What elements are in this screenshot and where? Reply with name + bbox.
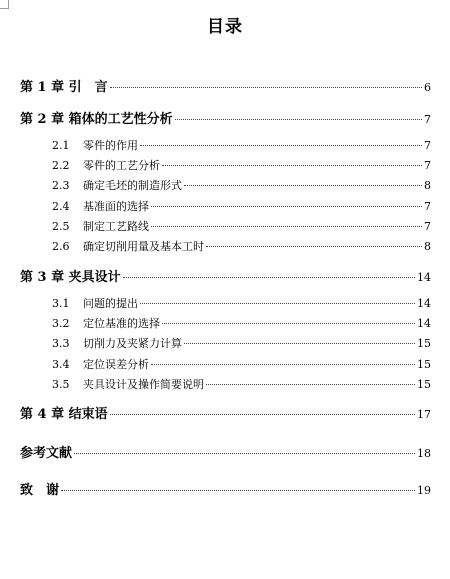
toc-entry-2-2[interactable] bbox=[20, 157, 431, 173]
toc-entry-label: 基准面的选择 bbox=[83, 200, 149, 213]
toc-entry-label: 夹具设计及操作简要说明 bbox=[83, 378, 204, 391]
toc-entry-label: 确定切削用量及基本工时 bbox=[83, 240, 204, 253]
toc-leader-dots bbox=[74, 453, 415, 454]
toc-entry-label: 切削力及夹紧力计算 bbox=[83, 337, 182, 350]
toc-entry-2-3[interactable] bbox=[20, 177, 431, 193]
toc-entry-3-2[interactable] bbox=[20, 315, 431, 331]
toc-entry-number: 3.1 bbox=[52, 297, 70, 310]
page-title: 目录 bbox=[207, 17, 243, 37]
toc-entry-number: 第 3 章 bbox=[20, 270, 65, 285]
toc-leader-dots bbox=[151, 226, 422, 227]
toc-entry-chapter-4[interactable] bbox=[20, 403, 431, 422]
toc-entry-chapter-2[interactable] bbox=[20, 108, 431, 127]
toc-entry-page: 14 bbox=[417, 297, 431, 310]
toc-entry-page: 15 bbox=[417, 378, 431, 391]
toc-entry-label: 箱体的工艺性分析 bbox=[68, 112, 173, 127]
toc-leader-dots bbox=[175, 119, 422, 120]
toc-entry-label: 定位基准的选择 bbox=[83, 317, 160, 330]
toc-entry-3-3[interactable] bbox=[20, 335, 431, 351]
toc-entry-page: 7 bbox=[424, 159, 431, 172]
toc-entry-label: 零件的工艺分析 bbox=[83, 159, 160, 172]
toc-entry-page: 14 bbox=[417, 271, 431, 284]
toc-entry-label: 结束语 bbox=[68, 407, 108, 422]
toc-leader-dots bbox=[206, 246, 422, 247]
toc-entry-label: 夹具设计 bbox=[68, 270, 121, 285]
toc-entry-label: 定位误差分析 bbox=[83, 358, 149, 371]
toc-leader-dots bbox=[123, 277, 415, 278]
toc-entry-number: 2.1 bbox=[52, 139, 70, 152]
toc-entry-page: 18 bbox=[417, 447, 431, 460]
toc-entry-number: 3.4 bbox=[52, 358, 70, 371]
toc-leader-dots bbox=[184, 185, 422, 186]
toc-entry-page: 7 bbox=[424, 200, 431, 213]
toc-entry-number: 2.5 bbox=[52, 220, 70, 233]
toc-entry-label: 制定工艺路线 bbox=[83, 220, 149, 233]
toc-entry-2-5[interactable] bbox=[20, 218, 431, 234]
toc-entry-3-1[interactable] bbox=[20, 295, 431, 311]
toc-leader-dots bbox=[206, 384, 415, 385]
toc-leader-dots bbox=[61, 490, 415, 491]
toc-leader-dots bbox=[162, 323, 415, 324]
toc-entry-page: 8 bbox=[424, 179, 431, 192]
toc-entry-acknowledgements[interactable] bbox=[20, 479, 431, 498]
toc-entry-page: 7 bbox=[424, 113, 431, 126]
toc-entry-label: 参考文献 bbox=[20, 446, 73, 461]
toc-leader-dots bbox=[110, 414, 415, 415]
toc-entry-number: 第 4 章 bbox=[20, 407, 65, 422]
toc-entry-3-5[interactable] bbox=[20, 376, 431, 392]
toc-entry-number: 第 2 章 bbox=[20, 112, 65, 127]
toc-leader-dots bbox=[110, 87, 422, 88]
toc-entry-3-4[interactable] bbox=[20, 356, 431, 372]
page-corner-mark bbox=[0, 0, 9, 9]
toc-entry-page: 7 bbox=[424, 139, 431, 152]
toc-entry-label: 致 谢 bbox=[20, 483, 60, 498]
toc-entry-page: 7 bbox=[424, 220, 431, 233]
toc-entry-number: 2.3 bbox=[52, 179, 70, 192]
toc-entry-page: 15 bbox=[417, 358, 431, 371]
toc-entry-number: 3.3 bbox=[52, 337, 70, 350]
toc-entry-chapter-1[interactable] bbox=[20, 76, 431, 95]
toc-entry-page: 6 bbox=[424, 81, 431, 94]
toc-leader-dots bbox=[151, 206, 422, 207]
toc-leader-dots bbox=[151, 364, 415, 365]
toc-entry-2-4[interactable] bbox=[20, 198, 431, 214]
toc-leader-dots bbox=[162, 165, 422, 166]
toc-leader-dots bbox=[140, 303, 415, 304]
toc-entry-label: 问题的提出 bbox=[83, 297, 138, 310]
toc-entry-number: 3.2 bbox=[52, 317, 70, 330]
toc-entry-label: 引 言 bbox=[68, 80, 108, 95]
toc-entry-page: 8 bbox=[424, 240, 431, 253]
toc-entry-2-6[interactable] bbox=[20, 238, 431, 254]
toc-entry-number: 第 1 章 bbox=[20, 80, 65, 95]
toc-leader-dots bbox=[184, 343, 415, 344]
toc-entry-number: 3.5 bbox=[52, 378, 70, 391]
toc-entry-chapter-3[interactable] bbox=[20, 266, 431, 285]
toc-entry-page: 15 bbox=[417, 337, 431, 350]
toc-leader-dots bbox=[140, 145, 422, 146]
toc-entry-label: 确定毛坯的制造形式 bbox=[83, 179, 182, 192]
toc-entry-number: 2.6 bbox=[52, 240, 70, 253]
toc-entry-page: 14 bbox=[417, 317, 431, 330]
toc-entry-number: 2.2 bbox=[52, 159, 70, 172]
toc-entry-page: 17 bbox=[417, 408, 431, 421]
toc-entry-page: 19 bbox=[417, 484, 431, 497]
toc-entry-label: 零件的作用 bbox=[83, 139, 138, 152]
toc-entry-2-1[interactable] bbox=[20, 137, 431, 153]
toc-entry-references[interactable] bbox=[20, 442, 431, 461]
toc-entry-number: 2.4 bbox=[52, 200, 70, 213]
